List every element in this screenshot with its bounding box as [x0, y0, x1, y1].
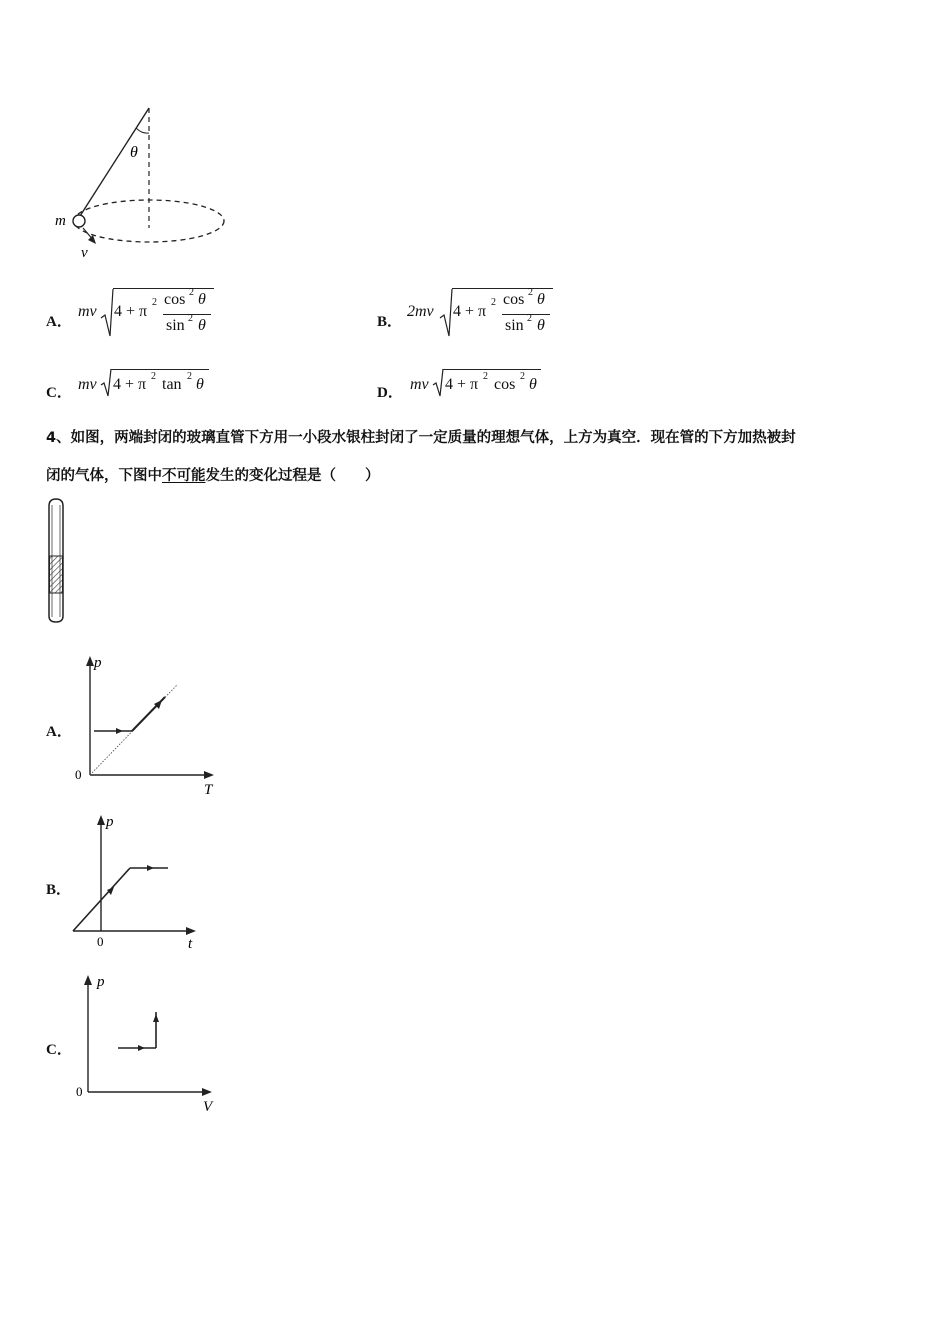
underlined-keyword: 不可能	[162, 468, 206, 484]
radical-sign-icon	[100, 288, 114, 340]
option-a-formula[interactable]: mv 4 + π 2 cos 2 θ sin 2 θ	[78, 288, 238, 340]
conical-pendulum-figure	[50, 100, 240, 265]
y-axis-label: p	[94, 655, 102, 671]
option-a-label[interactable]: A．	[46, 314, 72, 330]
question-4-line-1: 4、如图，两端封闭的玻璃直管下方用一小段水银柱封闭了一定质量的理想气体，上方为真空．现在管的下方加热被封	[46, 430, 796, 446]
graph-b-label[interactable]: B．	[46, 882, 72, 898]
radical-sign-icon	[432, 368, 444, 398]
option-c-formula[interactable]: mv 4 + π 2 tan 2 θ	[78, 368, 228, 398]
x-axis-label: V	[203, 1099, 213, 1115]
y-axis-label: p	[97, 974, 105, 990]
graph-b-p-t[interactable]	[70, 810, 210, 952]
option-c-label[interactable]: C．	[46, 385, 72, 401]
graph-a-p-T[interactable]	[70, 652, 225, 800]
graph-c-p-V[interactable]	[70, 968, 225, 1118]
radical-sign-icon	[439, 288, 453, 340]
option-b-formula[interactable]: 2mv 4 + π 2 cos 2 θ sin 2 θ	[407, 288, 577, 340]
x-axis-label: t	[188, 936, 193, 952]
option-d-formula[interactable]: mv 4 + π 2 cos 2 θ	[410, 368, 560, 398]
velocity-label: v	[81, 245, 88, 261]
option-b-label[interactable]: B．	[377, 314, 403, 330]
glass-tube-figure	[44, 496, 70, 626]
radical-sign-icon	[100, 368, 112, 398]
origin-label: 0	[97, 934, 104, 949]
option-d-label[interactable]: D．	[377, 385, 403, 401]
y-axis-label: p	[106, 814, 114, 830]
mercury-column	[50, 556, 63, 593]
graph-a-label[interactable]: A．	[46, 724, 72, 740]
graph-c-label[interactable]: C．	[46, 1042, 72, 1058]
mass-label: m	[55, 213, 66, 229]
question-4-line-2: 闭的气体，下图中不可能发生的变化过程是（ ）	[46, 468, 380, 484]
origin-label: 0	[76, 1084, 83, 1099]
theta-label: θ	[130, 144, 138, 161]
x-axis-label: T	[204, 782, 213, 798]
origin-label: 0	[75, 767, 82, 782]
question-4-text	[46, 419, 916, 495]
